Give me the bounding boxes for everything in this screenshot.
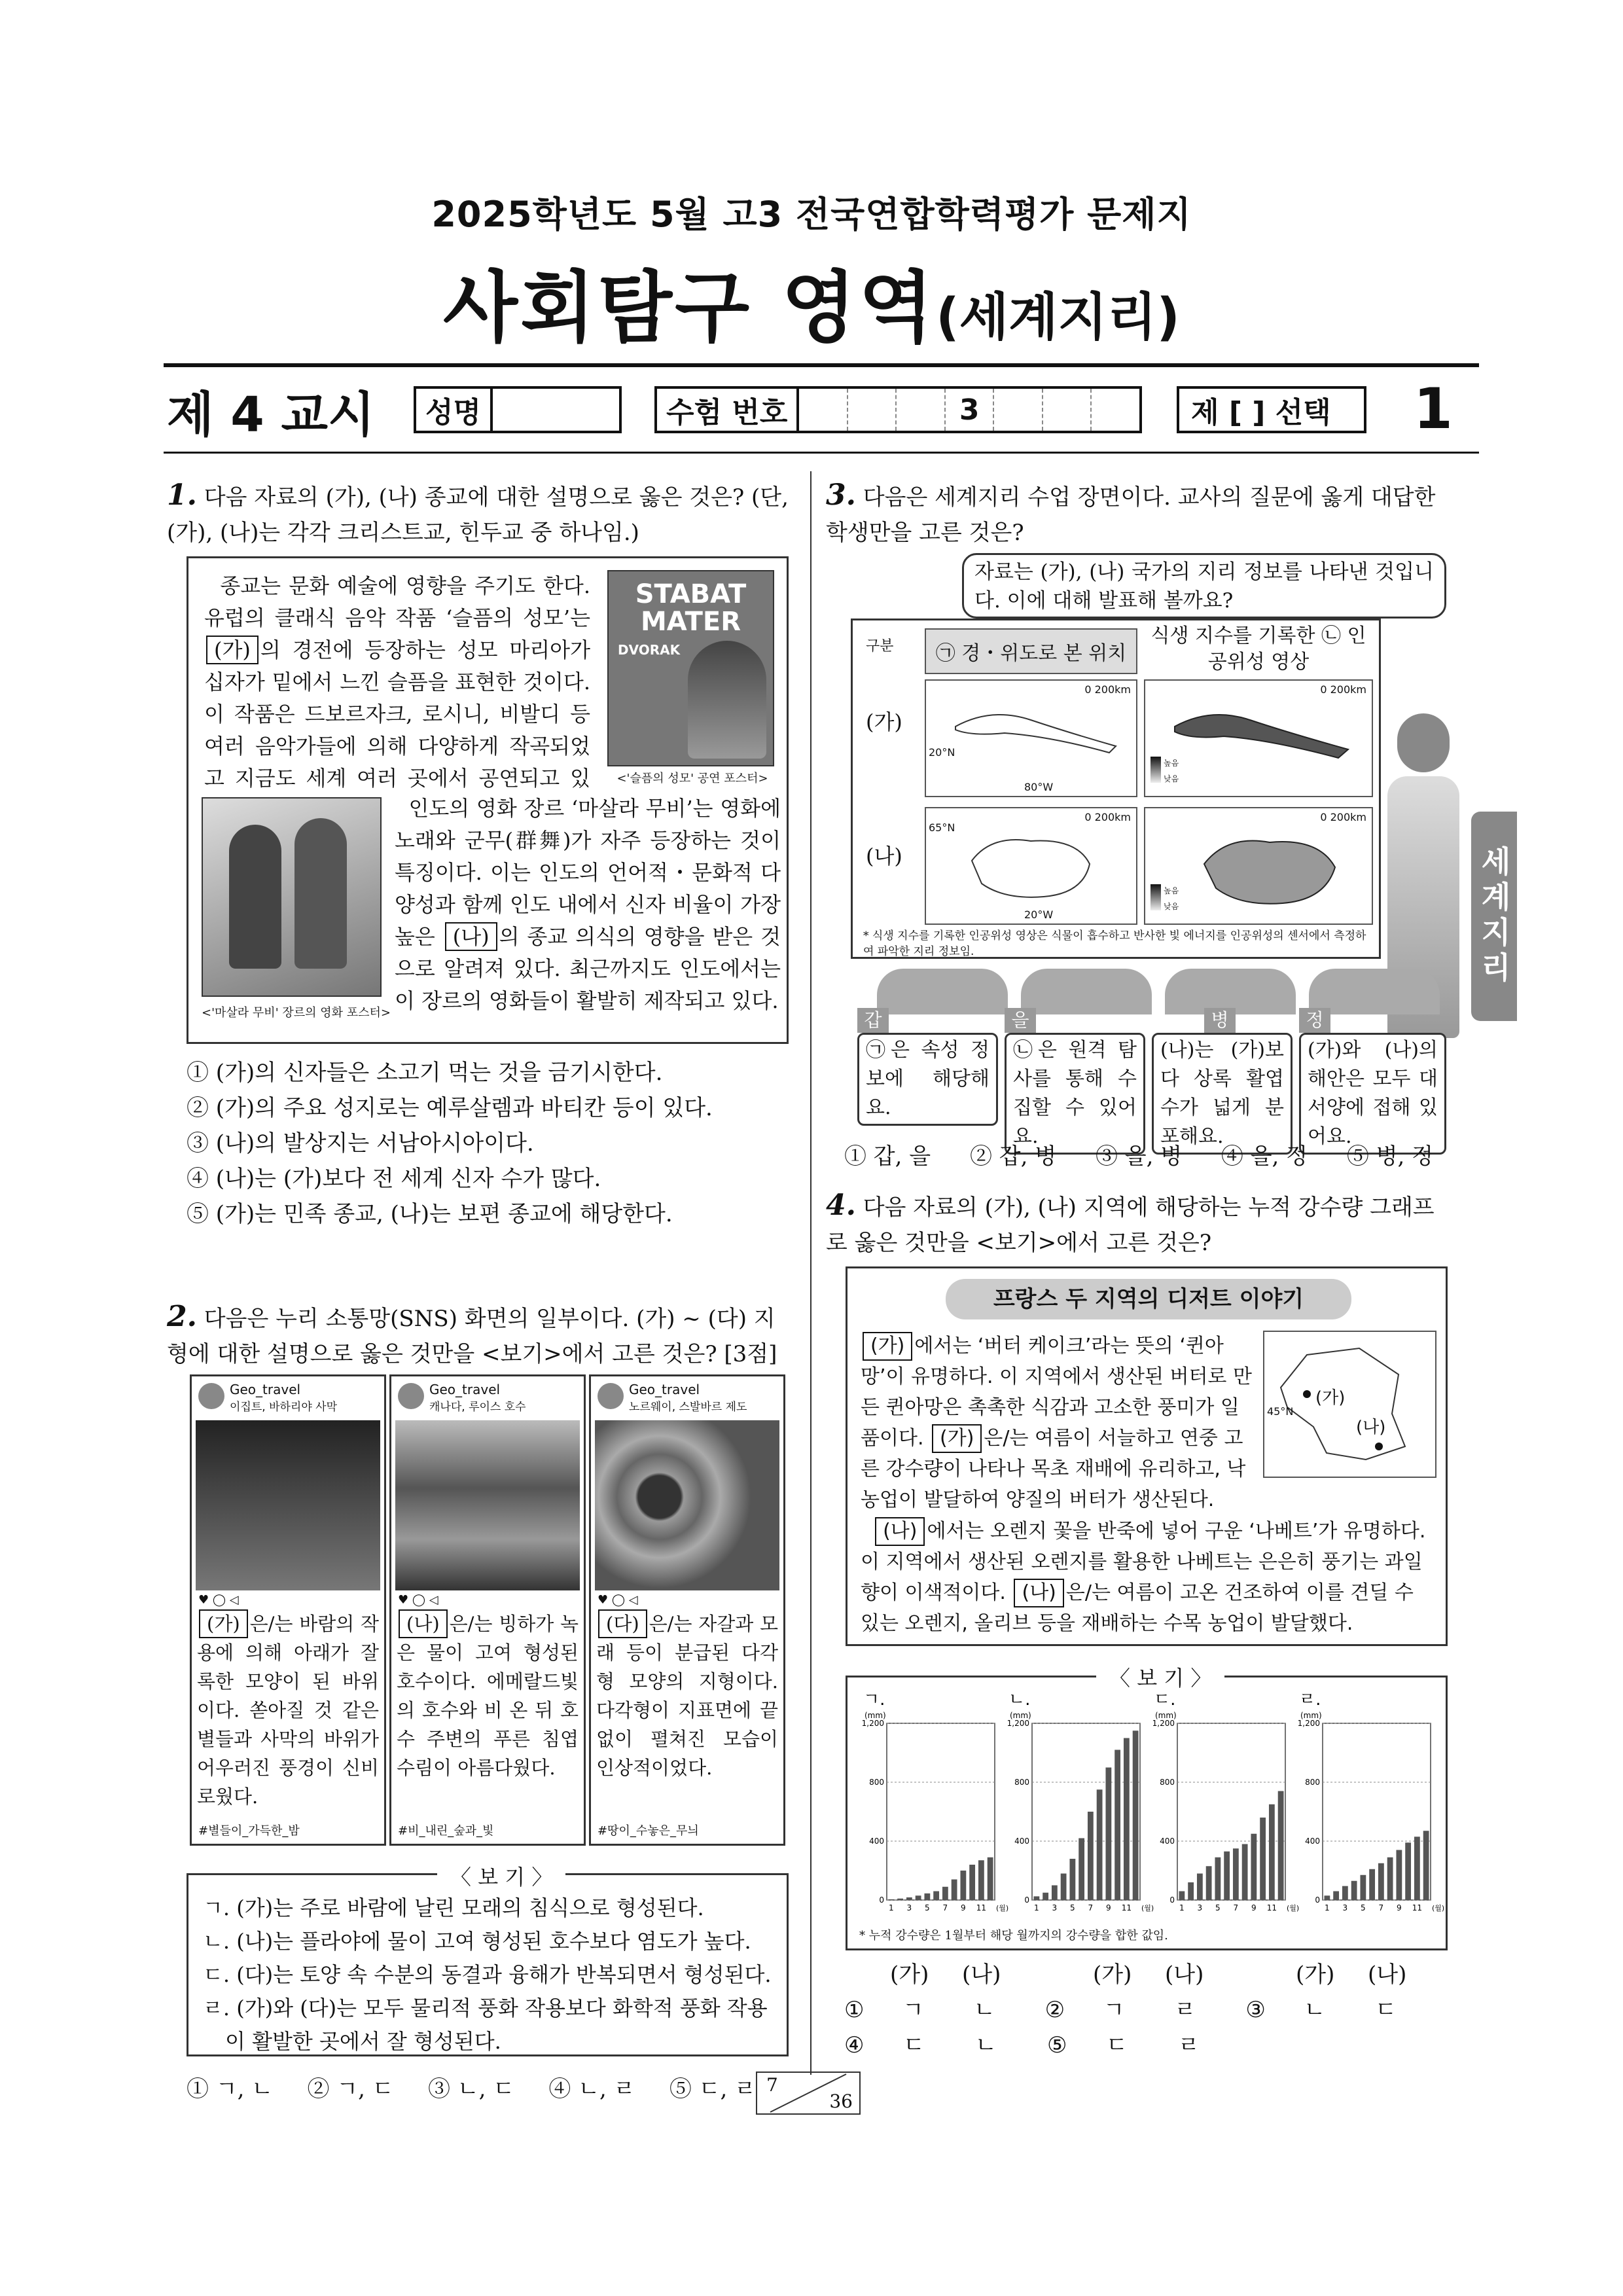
- student-answer: (나)는 (가)보다 상록 활엽수가 넓게 분포해요.: [1152, 1033, 1293, 1155]
- chart-bar: [1414, 1837, 1420, 1900]
- chart-ytick-label: 400: [1160, 1837, 1175, 1846]
- map-lat: 45°N: [1267, 1405, 1294, 1418]
- legend-hi: 높음: [1164, 759, 1179, 768]
- sns-caption: [192, 1609, 384, 1811]
- q1-source-box: [187, 556, 789, 1044]
- cuba-location-map: [925, 679, 1137, 797]
- sns-hashtag[interactable]: #별들이_가득한_밤: [198, 1824, 300, 1838]
- chart-ylabel: (mm): [1155, 1711, 1177, 1720]
- chart-bar: [916, 1895, 921, 1900]
- map-label-ga: (가): [1315, 1388, 1346, 1408]
- chart-xtick-label: 5: [1215, 1903, 1221, 1912]
- chart-bar: [1079, 1839, 1084, 1901]
- subject-title: [0, 245, 1623, 357]
- chart-xtick-label: 9: [961, 1903, 966, 1912]
- legend-lo: 낮음: [1164, 902, 1179, 911]
- sns-action-icons[interactable]: ♥ ◯ ◁: [398, 1593, 438, 1607]
- header-rule-bottom: [164, 452, 1479, 454]
- chart-xtick-label: 9: [1251, 1903, 1257, 1912]
- poster-subtitle: DVORAK: [618, 642, 681, 658]
- q4-label-na: (나): [1014, 1579, 1063, 1607]
- q2-stem-text: 다음은 누리 소통망(SNS) 화면의 일부이다. (가) ~ (다) 지형에 대한 설명으로 옳은 것만을 <보기>에서 고른 것은? [3점]: [167, 1306, 777, 1367]
- lake-louise-photo: [395, 1420, 580, 1590]
- chart-xtick-label: 9: [1397, 1903, 1402, 1912]
- student-name: 을: [1005, 1008, 1036, 1033]
- chart-bar: [1369, 1869, 1375, 1900]
- q3-stem: [826, 478, 1454, 550]
- sns-card-da: [589, 1374, 785, 1846]
- student-jeong[interactable]: [1299, 1008, 1446, 1155]
- chart-bar: [1396, 1850, 1402, 1901]
- legend-scale: [1150, 884, 1161, 910]
- q1-stem-text: 다음 자료의 (가), (나) 종교에 대한 설명으로 옳은 것은? (단, (가), (나)는 각각 크리스트교, 힌두교 중 하나임.): [167, 484, 789, 546]
- q1-para1-a: 종교는 문화 예술에 영향을 주기도 한다. 유럽의 클래식 음악 작품 ‘슬픔의 성모’는: [204, 573, 591, 630]
- column-divider: [810, 471, 812, 2075]
- q3-row-na: (나): [866, 844, 902, 869]
- map-scale: 0 200km: [1320, 683, 1366, 696]
- precip-chart: [859, 1690, 1009, 1926]
- q3-col-head1: ㉠ 경・위도로 본 위치: [925, 628, 1137, 674]
- chart-ytick-label: 1,200: [1297, 1719, 1320, 1728]
- chart-bar: [1342, 1886, 1348, 1900]
- avatar: [597, 1383, 624, 1409]
- map-lat: 20°N: [929, 746, 955, 759]
- chart-bar: [1105, 1768, 1111, 1901]
- q1-label-ga: (가): [206, 636, 259, 664]
- q4-choice-num[interactable]: ③: [1245, 1997, 1266, 2023]
- sns-user: Geo_travel: [429, 1382, 501, 1397]
- chart-bar: [1360, 1875, 1366, 1900]
- chart-xtick-label: 5: [1070, 1903, 1075, 1912]
- chart-title: ㄹ.: [1299, 1690, 1321, 1710]
- chart-bar: [1179, 1892, 1185, 1901]
- map-lon: 20°W: [1024, 908, 1054, 921]
- chart-bar: [1133, 1731, 1139, 1900]
- q4-text-b2: 은/는 여름이 고온 건조하여 이를 견딜 수 있는 오렌지, 올리브 등을 재배하는 수목 농업이 발달했다.: [861, 1581, 1414, 1635]
- chart-title: ㄱ.: [863, 1690, 885, 1710]
- chart-xtick-label: 3: [1197, 1903, 1203, 1912]
- chart-bar: [888, 1899, 894, 1900]
- chart-xtick-label: 9: [1106, 1903, 1111, 1912]
- poster1-caption: <'슬픔의 성모' 공연 포스터>: [616, 772, 768, 785]
- chart-bar: [933, 1892, 939, 1901]
- q1-choice[interactable]: ③ (나)의 발상지는 서남아시아이다.: [187, 1130, 534, 1157]
- iceland-outline: [965, 828, 1096, 906]
- q3-choice[interactable]: ⑤ 병, 정: [1346, 1143, 1433, 1170]
- sns-user: Geo_travel: [629, 1382, 700, 1397]
- precip-chart: [1150, 1690, 1300, 1926]
- exam-number-digit: 3: [946, 389, 995, 431]
- q2-stem: [167, 1299, 789, 1372]
- chart-bar: [952, 1880, 957, 1901]
- q4-choice-num[interactable]: ①: [844, 1997, 865, 2023]
- chart-bar: [1115, 1750, 1120, 1901]
- chart-bar: [988, 1857, 993, 1900]
- student-answer: ㉡은 원격 탐사를 통해 수집할 수 있어요.: [1005, 1033, 1145, 1155]
- q4-text-a: [861, 1331, 1253, 1515]
- q2-choices: [187, 2072, 795, 2107]
- chart-ytick-label: 800: [1305, 1778, 1320, 1787]
- chart-bar: [1351, 1881, 1357, 1900]
- q4-choice-num[interactable]: ⑤: [1047, 2032, 1067, 2058]
- map-label-na: (나): [1356, 1418, 1386, 1437]
- chart-bar: [1378, 1863, 1384, 1900]
- q3-board: [851, 619, 1381, 959]
- q3-stem-text: 다음은 세계지리 수업 장면이다. 교사의 질문에 옳게 대답한 학생만을 고른 것은?: [826, 484, 1436, 546]
- q4-choice-num[interactable]: ④: [844, 2032, 865, 2058]
- chart-xlabel: (월): [1141, 1904, 1154, 1912]
- q4-note: * 누적 강수량은 1월부터 해당 월까지의 강수량을 합한 값임.: [859, 1929, 1168, 1943]
- france-map: [1263, 1331, 1436, 1478]
- q2-choice[interactable]: ② ㄱ, ㄷ: [307, 2076, 394, 2102]
- sns-card-na: [389, 1374, 586, 1846]
- q4-answer-grid: [844, 1957, 1446, 2063]
- q4-source-box: [846, 1266, 1448, 1646]
- chart-ylabel: (mm): [1300, 1711, 1322, 1720]
- avatar: [398, 1383, 424, 1409]
- q4-choice-a: ㄱ: [902, 1997, 924, 2023]
- q2-label-na: (나): [399, 1609, 448, 1638]
- chart-bar: [1224, 1852, 1230, 1900]
- student-eul[interactable]: [1005, 1008, 1145, 1155]
- q2-bogi-title-text: 보 기: [478, 1865, 526, 1890]
- chart-bar: [1206, 1866, 1212, 1900]
- chart-bar: [897, 1899, 903, 1900]
- q4-text-b: [861, 1516, 1436, 1639]
- chart-bar: [1269, 1804, 1275, 1900]
- chart-ylabel: (mm): [865, 1711, 886, 1720]
- header-rule: [164, 363, 1479, 367]
- sns-caption-text: 은/는 바람의 작용에 의해 아래가 잘록한 모양이 된 바위이다. 쏟아질 것 같은 별들과 사막의 바위가 어우러진 풍경이 신비로웠다.: [197, 1613, 379, 1808]
- q4-bogi-charts: [846, 1666, 1448, 1950]
- chart-bar: [1097, 1789, 1103, 1900]
- legend-scale: [1150, 757, 1161, 783]
- sns-caption-text: 은/는 자갈과 모래 등이 분급된 다각형 모양의 지형이다. 다각형이 지표면에 끝없이 펼쳐진 모습이 인상적이었다.: [596, 1613, 778, 1779]
- q1-choices: [187, 1055, 795, 1232]
- chart-bar: [1423, 1831, 1429, 1900]
- chart-bar: [969, 1865, 975, 1900]
- chart-xtick-label: 11: [1121, 1903, 1132, 1912]
- q1-para2-b: 의 종교 의식의 영향을 받은 것으로 알려져 있다. 최근까지도 인도에서는 이 장르의 영화들이 활발히 제작되고 있다.: [395, 924, 781, 1013]
- madonna-image: [688, 641, 766, 759]
- q2-choice[interactable]: ⑤ ㄷ, ㄹ: [669, 2076, 756, 2102]
- chart-xtick-label: 7: [942, 1903, 948, 1912]
- chart-ytick-label: 1,200: [861, 1719, 884, 1728]
- q2-bogi-item: ㄴ. (나)는 플라야에 물이 고여 형성된 호수보다 염도가 높다.: [203, 1929, 751, 1954]
- stabat-mater-poster: [607, 570, 774, 766]
- sns-caption: [591, 1609, 783, 1782]
- sns-place: 노르웨이, 스발바르 제도: [629, 1401, 747, 1414]
- subject-sub: (세계지리): [936, 288, 1180, 347]
- q4-text-a1: 에서는 ‘버터 케이크’라는 뜻의 ‘퀸아망’이 유명하다. 이 지역에서 생산된 버터로 만든 퀸아망은 촉촉한 식감과 고소한 풍미가 일품이다.: [861, 1335, 1252, 1450]
- chart-ytick-label: 0: [1024, 1895, 1029, 1905]
- chart-bar: [1278, 1791, 1284, 1901]
- legend-lo: 낮음: [1164, 774, 1179, 783]
- chart-bar: [1387, 1857, 1393, 1900]
- teacher-speech-bubble: 자료는 (가), (나) 국가의 지리 정보를 나타낸 것입니다. 이에 대해 발표해 볼까요?: [962, 553, 1446, 619]
- q2-bogi-items: [203, 1892, 779, 2058]
- q4-stem: [826, 1188, 1454, 1261]
- dancer-figure-2: [294, 818, 347, 969]
- iceland-satellite-image: [1144, 807, 1373, 925]
- chart-ytick-label: 1,200: [1152, 1719, 1175, 1728]
- chart-bar: [924, 1893, 930, 1900]
- iceland-vegetation: [1198, 828, 1342, 913]
- student-name: 갑: [857, 1008, 889, 1033]
- name-label: 성명: [416, 389, 493, 431]
- chart-bar: [1215, 1857, 1221, 1900]
- q4-choice-b: ㄹ: [1174, 1997, 1196, 2023]
- chart-bar: [960, 1871, 966, 1900]
- q1-para1-b: 의 경전에 등장하는 성모 마리아가 십자가 밑에서 느낀 슬픔을 표현한 것이다. 이 작품은 드보르자크, 로시니, 비발디 등 여러 음악가들에 의해 다양하게 작곡되었고 지금도 세계 여러 곳에서 공연되고 있: [204, 637, 590, 791]
- select-field[interactable]: 제 [ ] 선택: [1177, 386, 1366, 433]
- student-gap[interactable]: [857, 1008, 998, 1126]
- chart-bar: [978, 1860, 984, 1900]
- dancer-figure-1: [229, 825, 281, 969]
- q4-box-title: 프랑스 두 지역의 디저트 이야기: [946, 1279, 1351, 1319]
- chart-ytick-label: 0: [879, 1895, 884, 1905]
- poster2-caption: <'마살라 무비' 장르의 영화 포스터>: [202, 1006, 391, 1020]
- iceland-location-map: [925, 807, 1137, 925]
- poster-title: STABAT MATER: [635, 579, 747, 637]
- sns-action-icons[interactable]: ♥ ◯ ◁: [198, 1593, 239, 1607]
- q2-label-da: (다): [598, 1609, 647, 1638]
- chart-title: ㄴ.: [1008, 1690, 1031, 1710]
- answer-head-ga: (가): [890, 1962, 929, 1988]
- name-field[interactable]: [414, 386, 622, 433]
- q1-choice[interactable]: ④ (나)는 (가)보다 전 세계 신자 수가 많다.: [187, 1166, 601, 1192]
- chart-bar: [1260, 1818, 1266, 1900]
- precip-chart: [1005, 1690, 1154, 1926]
- q4-bogi-title: 〈 보 기 〉: [1096, 1662, 1224, 1692]
- subject-side-tab: 세계지리: [1471, 812, 1517, 1021]
- q1-stem: [167, 478, 789, 550]
- page-current: 7: [766, 2074, 778, 2096]
- france-outline: [1268, 1335, 1431, 1473]
- page-number: 1: [1414, 376, 1453, 442]
- chart-xtick-label: 1: [1179, 1903, 1185, 1912]
- q4-choice-a: ㄱ: [1103, 1997, 1125, 2023]
- mushroom-rock-photo: [196, 1420, 380, 1590]
- q2-choice[interactable]: ④ ㄴ, ㄹ: [548, 2076, 635, 2102]
- chart-ytick-label: 1,200: [1007, 1719, 1029, 1728]
- chart-ytick-label: 800: [1014, 1778, 1029, 1787]
- period-label: 제 4 교시: [167, 387, 375, 443]
- chart-xtick-label: 7: [1233, 1903, 1239, 1912]
- chart-bar: [1033, 1896, 1039, 1900]
- q3-col-head0: 구분: [866, 638, 894, 655]
- chart-xtick-label: 11: [1266, 1903, 1277, 1912]
- q1-number: 1.: [167, 478, 197, 512]
- q4-choice-b: ㄷ: [1375, 1997, 1397, 2023]
- legend-hi: 높음: [1164, 886, 1179, 895]
- answer-head-na: (나): [962, 1962, 1001, 1988]
- q4-text-a2: 은/는 여름이 서늘하고 연중 고른 강수량이 나타나 목초 재배에 유리하고, 낙농업이 발달하여 양질의 버터가 생산된다.: [861, 1427, 1246, 1511]
- chart-bar: [1188, 1882, 1194, 1900]
- q1-para1: [204, 570, 590, 827]
- q2-bogi-title: 〈 보 기 〉: [437, 1861, 565, 1891]
- chart-xtick-label: 11: [976, 1903, 987, 1912]
- chart-bar: [1052, 1886, 1058, 1901]
- student-answer: ㉠은 속성 정보에 해당해요.: [857, 1033, 998, 1126]
- chart-xtick-label: 1: [1325, 1903, 1330, 1912]
- cuba-vegetation: [1171, 700, 1355, 766]
- q3-col-head2: 식생 지수를 기록한 ㉡ 인공위성 영상: [1150, 624, 1366, 673]
- cuba-outline: [952, 700, 1122, 759]
- chart-xlabel: (월): [996, 1904, 1009, 1912]
- q1-choice[interactable]: ① (가)의 신자들은 소고기 먹는 것을 금기시한다.: [187, 1060, 663, 1086]
- chart-xtick-label: 5: [925, 1903, 930, 1912]
- chart-ylabel: (mm): [1010, 1711, 1031, 1720]
- q1-choice[interactable]: ⑤ (가)는 민족 종교, (나)는 보편 종교에 해당한다.: [187, 1201, 673, 1227]
- q1-para2-a: 인도의 영화 장르 ‘마살라 무비’는 영화에 노래와 군무(群舞)가 자주 등장하는 것이 특징이다. 이는 인도의 언어적・문화적 다양성과 함께 인도 내에서 신자 비율이 가장 높은: [395, 796, 781, 949]
- q4-number: 4.: [826, 1189, 856, 1222]
- q3-row-ga: (가): [866, 709, 902, 734]
- exam-number-label: 수험 번호: [657, 389, 799, 431]
- chart-bar: [1088, 1812, 1094, 1900]
- student-name: 정: [1299, 1008, 1330, 1033]
- q2-bogi-item: ㄱ. (가)는 주로 바람에 날린 모래의 침식으로 형성된다.: [203, 1895, 704, 1920]
- q4-stem-text: 다음 자료의 (가), (나) 지역에 해당하는 누적 강수량 그래프로 옳은 것만을 <보기>에서 고른 것은?: [826, 1194, 1435, 1256]
- q1-label-na: (나): [445, 922, 497, 951]
- masala-movie-poster: [202, 797, 382, 997]
- q4-choice-a: ㄷ: [1106, 2032, 1128, 2058]
- sns-user: Geo_travel: [230, 1382, 301, 1397]
- chart-bar: [1043, 1893, 1048, 1900]
- chart-ytick-label: 800: [869, 1778, 884, 1787]
- chart-bar: [1242, 1844, 1248, 1901]
- q4-bogi-title-text: 보 기: [1137, 1666, 1185, 1691]
- exam-number-field[interactable]: [654, 386, 1142, 433]
- subject-main: 사회탐구 영역: [443, 262, 936, 353]
- cuba-satellite-image: [1144, 679, 1373, 797]
- precip-chart: [1295, 1690, 1445, 1926]
- answer-head-ga: (가): [1296, 1962, 1335, 1988]
- chart-xtick-label: 1: [1034, 1903, 1039, 1912]
- chart-xlabel: (월): [1432, 1904, 1445, 1912]
- page-total: 36: [829, 2090, 853, 2112]
- q2-bogi-item: ㄹ. (가)와 (다)는 모두 물리적 풍화 작용보다 화학적 풍화 작용이 활발한 곳에서 잘 형성된다.: [203, 1996, 768, 2054]
- exam-title: 2025학년도 5월 고3 전국연합학력평가 문제지: [431, 194, 1192, 235]
- chart-bar: [1405, 1842, 1411, 1900]
- answer-head-na: (나): [1368, 1962, 1407, 1988]
- q4-label-ga: (가): [932, 1424, 982, 1453]
- q2-label-ga: (가): [199, 1609, 248, 1638]
- avatar: [198, 1383, 224, 1409]
- q3-choices: [844, 1139, 1446, 1174]
- chart-xtick-label: 5: [1361, 1903, 1366, 1912]
- chart-xlabel: (월): [1287, 1904, 1300, 1912]
- sns-hashtag[interactable]: #비_내린_숲과_빛: [398, 1824, 494, 1838]
- chart-bar: [942, 1887, 948, 1900]
- chart-bar: [1069, 1859, 1075, 1900]
- chart-xtick-label: 3: [1342, 1903, 1348, 1912]
- q4-label-na: (나): [875, 1517, 925, 1546]
- q4-choice-b: ㄴ: [975, 2032, 997, 2058]
- q3-number: 3.: [826, 478, 856, 512]
- q4-text-b1: 에서는 오렌지 꽃을 반죽에 넣어 구운 ‘나베트’가 유명하다. 이 지역에서 생산된 오렌지를 활용한 나베트는 은은히 풍기는 과일 향이 이색적이다.: [861, 1520, 1426, 1604]
- q2-choice[interactable]: ③ ㄴ, ㄷ: [427, 2076, 515, 2102]
- map-lon: 80°W: [1024, 781, 1054, 793]
- q2-bogi-item: ㄷ. (다)는 토양 속 수분의 동결과 융해가 반복되면서 형성된다.: [203, 1962, 772, 1987]
- chart-title: ㄷ.: [1154, 1690, 1176, 1710]
- chart-xtick-label: 11: [1412, 1903, 1423, 1912]
- chart-bar: [906, 1897, 912, 1900]
- map-scale: 0 200km: [1084, 683, 1131, 696]
- q4-choice-num[interactable]: ②: [1044, 1997, 1065, 2023]
- answer-head-ga: (가): [1093, 1962, 1132, 1988]
- chart-ytick-label: 400: [1014, 1837, 1029, 1846]
- q2-choice[interactable]: ① ㄱ, ㄴ: [187, 2076, 274, 2102]
- chart-ytick-label: 0: [1169, 1895, 1175, 1905]
- answer-head-na: (나): [1165, 1962, 1204, 1988]
- sns-caption-text: 은/는 빙하가 녹은 물이 고여 형성된 호수이다. 에메랄드빛의 호수와 비 온 뒤 호수 주변의 푸른 침엽수림이 아름다웠다.: [397, 1613, 579, 1779]
- q4-label-ga: (가): [863, 1332, 912, 1361]
- sns-place: 이집트, 바하리야 사막: [230, 1401, 338, 1414]
- sns-action-icons[interactable]: ♥ ◯ ◁: [597, 1593, 638, 1607]
- chart-bar: [1197, 1874, 1203, 1901]
- chart-bar: [1233, 1848, 1239, 1900]
- sns-card-ga: [190, 1374, 386, 1846]
- chart-bar: [1324, 1895, 1330, 1900]
- page-counter: [756, 2072, 861, 2115]
- student-name: 병: [1204, 1008, 1236, 1033]
- q3-choice[interactable]: ③ 을, 병: [1095, 1143, 1183, 1170]
- chart-ytick-label: 0: [1315, 1895, 1320, 1905]
- chart-bar: [1061, 1874, 1067, 1901]
- map-lat: 65°N: [929, 821, 955, 834]
- chart-bar: [1333, 1892, 1339, 1901]
- q3-choice[interactable]: ④ 을, 정: [1221, 1143, 1308, 1170]
- q3-choice[interactable]: ① 갑, 을: [844, 1143, 931, 1170]
- chart-xtick-label: 1: [889, 1903, 894, 1912]
- chart-bar: [1124, 1738, 1130, 1901]
- q2-number: 2.: [167, 1300, 197, 1333]
- q3-choice[interactable]: ② 갑, 병: [969, 1143, 1057, 1170]
- chart-xtick-label: 7: [1088, 1903, 1094, 1912]
- q4-choice-b: ㄹ: [1178, 2032, 1200, 2058]
- q4-choice-a: ㄷ: [903, 2032, 925, 2058]
- chart-ytick-label: 800: [1160, 1778, 1175, 1787]
- q3-note: * 식생 지수를 기록한 인공위성 영상은 식물이 흡수하고 반사한 빛 에너지를 인공위성의 센서에서 측정하여 파악한 지리 정보임.: [863, 929, 1366, 958]
- q1-para2: [395, 793, 781, 1017]
- precip-charts: [859, 1690, 1445, 1926]
- chart-ytick-label: 400: [869, 1837, 884, 1846]
- map-scale: 0 200km: [1084, 811, 1131, 823]
- student-answers: [857, 1008, 1446, 1148]
- student-answer: (가)와 (나)의 해안은 모두 대서양에 접해 있어요.: [1299, 1033, 1446, 1155]
- map-scale: 0 200km: [1320, 811, 1366, 823]
- student-byeong[interactable]: [1152, 1008, 1293, 1155]
- q4-choice-b: ㄴ: [973, 1997, 995, 2023]
- patterned-ground-photo: [595, 1420, 779, 1590]
- q4-choice-a: ㄴ: [1304, 1997, 1326, 2023]
- chart-bar: [1251, 1834, 1257, 1900]
- q2-bogi-box: [187, 1865, 789, 2056]
- chart-xtick-label: 3: [906, 1903, 912, 1912]
- chart-xtick-label: 3: [1052, 1903, 1058, 1912]
- chart-ytick-label: 400: [1305, 1837, 1320, 1846]
- sns-place: 캐나다, 루이스 호수: [429, 1401, 526, 1414]
- sns-hashtag[interactable]: #땅이_수놓은_무늬: [597, 1824, 699, 1838]
- sns-caption: [391, 1609, 584, 1782]
- chart-xtick-label: 7: [1378, 1903, 1384, 1912]
- q1-choice[interactable]: ② (가)의 주요 성지로는 예루살렘과 바티칸 등이 있다.: [187, 1095, 713, 1121]
